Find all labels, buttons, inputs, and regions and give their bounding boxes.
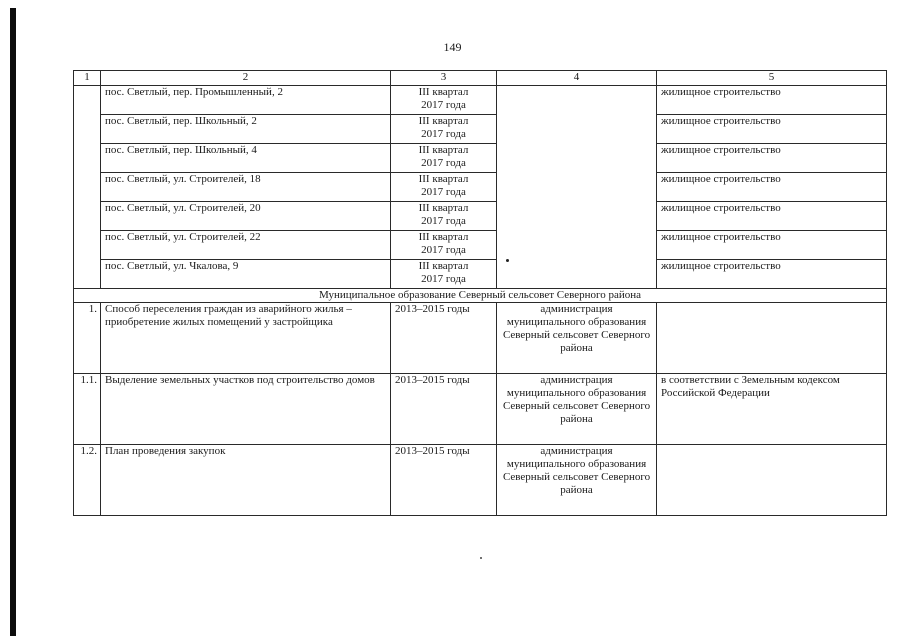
table-header-row — [74, 71, 887, 86]
term-cell: III квартал 2017 года — [391, 115, 497, 144]
action-name: Способ переселения граждан из аварийного жилья – приобретение жилых помещений у застройщика — [101, 303, 391, 374]
purpose-cell: жилищное строительство — [657, 260, 887, 289]
responsible-cell: администрация муниципального образования Северный сельсовет Северного района — [497, 374, 657, 445]
section-title: Муниципальное образование Северный сельсовет Северного района — [74, 289, 887, 303]
table-row — [74, 86, 887, 115]
item-number: 1.2. — [74, 445, 101, 516]
term-cell: 2013–2015 годы — [391, 303, 497, 374]
note-cell: в соответствии с Земельным кодексом Российской Федерации — [657, 374, 887, 445]
term-cell: III квартал 2017 года — [391, 173, 497, 202]
term-cell: III квартал 2017 года — [391, 202, 497, 231]
responsible-cell: администрация муниципального образования Северный сельсовет Северного района — [497, 445, 657, 516]
purpose-cell: жилищное строительство — [657, 173, 887, 202]
scan-edge-shadow — [10, 8, 16, 636]
address-cell: пос. Светлый, ул. Строителей, 20 — [101, 202, 391, 231]
term-cell: III квартал 2017 года — [391, 144, 497, 173]
column-header: 4 — [497, 71, 657, 86]
term-cell: III квартал 2017 года — [391, 260, 497, 289]
action-name: План проведения закупок — [101, 445, 391, 516]
scan-speck — [506, 259, 509, 262]
item-number: 1. — [74, 303, 101, 374]
term-cell: III квартал 2017 года — [391, 231, 497, 260]
column-header: 3 — [391, 71, 497, 86]
note-cell — [657, 445, 887, 516]
purpose-cell: жилищное строительство — [657, 144, 887, 173]
column-header: 1 — [74, 71, 101, 86]
address-cell: пос. Светлый, пер. Школьный, 4 — [101, 144, 391, 173]
scan-speck — [480, 557, 482, 559]
responsible-cell: администрация муниципального образования Северный сельсовет Северного района — [497, 303, 657, 374]
term-cell: 2013–2015 годы — [391, 374, 497, 445]
item-number: 1.1. — [74, 374, 101, 445]
table-row — [74, 115, 887, 144]
action-name: Выделение земельных участков под строительство домов — [101, 374, 391, 445]
table-row — [74, 231, 887, 260]
responsible-cell — [497, 86, 657, 289]
address-cell: пос. Светлый, ул. Строителей, 22 — [101, 231, 391, 260]
column-header: 2 — [101, 71, 391, 86]
table-row — [74, 445, 887, 516]
table-row — [74, 202, 887, 231]
purpose-cell: жилищное строительство — [657, 202, 887, 231]
note-cell — [657, 303, 887, 374]
page-number: 149 — [443, 40, 462, 54]
table-row — [74, 260, 887, 289]
purpose-cell: жилищное строительство — [657, 86, 887, 115]
term-cell: III квартал 2017 года — [391, 86, 497, 115]
address-cell: пос. Светлый, пер. Промышленный, 2 — [101, 86, 391, 115]
row-number-cell — [74, 86, 101, 289]
table-row — [74, 303, 887, 374]
address-cell: пос. Светлый, ул. Чкалова, 9 — [101, 260, 391, 289]
purpose-cell: жилищное строительство — [657, 231, 887, 260]
term-cell: 2013–2015 годы — [391, 445, 497, 516]
column-header: 5 — [657, 71, 887, 86]
purpose-cell: жилищное строительство — [657, 115, 887, 144]
address-cell: пос. Светлый, пер. Школьный, 2 — [101, 115, 391, 144]
table-row — [74, 173, 887, 202]
table-row — [74, 374, 887, 445]
address-cell: пос. Светлый, ул. Строителей, 18 — [101, 173, 391, 202]
section-row — [74, 289, 887, 303]
table-row — [74, 144, 887, 173]
measures-table — [73, 70, 887, 516]
